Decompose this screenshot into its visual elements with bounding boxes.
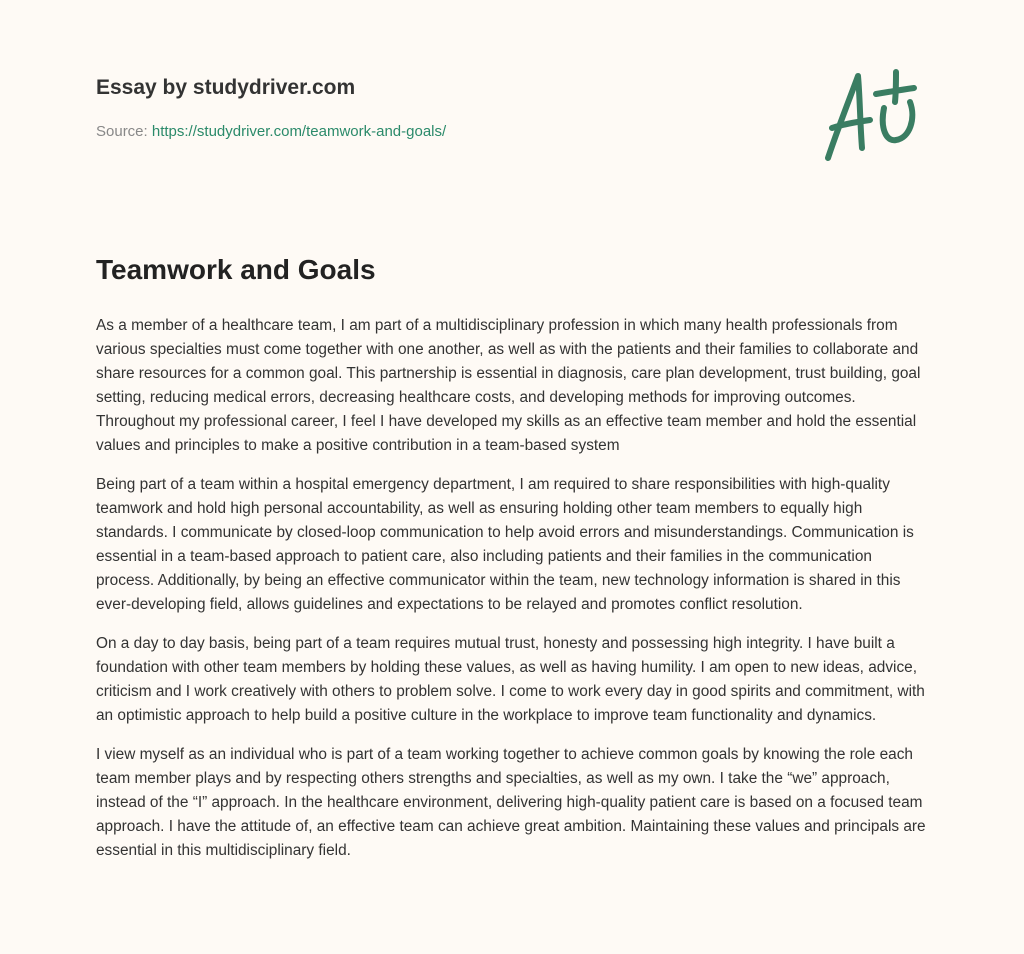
paragraph: I view myself as an individual who is part of a team working together to achieve common goals by knowing the role each team member plays and by respecting others strengths and specialties, as well as my own. I take the “we” approach, instead of the “I” approach. In the healthcare environment, delivering high-quality patient care is based on a focused team approach. I have the attitude of, an effective team can achieve great ambition. Maintaining these values and principals are essential in this multidisciplinary field. [96,746,926,859]
paragraph: As a member of a healthcare team, I am part of a multidisciplinary profession in which many health professionals from various specialties must come together with one another, as well as with the patients and their families to collaborate and share resources for a common goal. This partnership is essential in diagnosis, care plan development, trust building, goal setting, reducing medical errors, decreasing healthcare costs, and developing methods for improving outcomes. Throughout my professional career, I feel I have developed my skills as an effective team member and hold the essential values and principles to make a positive contribution in a team-based system [96,317,921,454]
a-plus-logo-icon [820,68,930,164]
essay-title: Teamwork and Goals [96,254,376,285]
paragraph: On a day to day basis, being part of a team requires mutual trust, honesty and possessing high integrity. I have built a foundation with other team members by holding these values, as well as having humility. I am open to new ideas, advice, criticism and I work creatively with others to problem solve. I come to work every day in good spirits and commitment, with an optimistic approach to help build a positive culture in the workplace to improve team functionality and dynamics. [96,635,925,724]
site-brand: Essay by studydriver.com [96,76,356,99]
source-link[interactable]: https://studydriver.com/teamwork-and-goals/ [151,123,447,140]
essay-body [96,314,932,878]
source-line [96,123,446,140]
paragraph: Being part of a team within a hospital emergency department, I am required to share responsibilities with high-quality teamwork and hold high personal accountability, as well as ensuring holding other team members to equally high standards. I communicate by closed-loop communication to help avoid errors and misunderstandings. Communication is essential in a team-based approach to patient care, also including patients and their families in the communication process. Additionally, by being an effective communicator within the team, new technology information is shared in this ever-developing field, allows guidelines and expectations to be relayed and promotes conflict resolution. [96,476,914,613]
source-label: Source: [96,123,148,140]
